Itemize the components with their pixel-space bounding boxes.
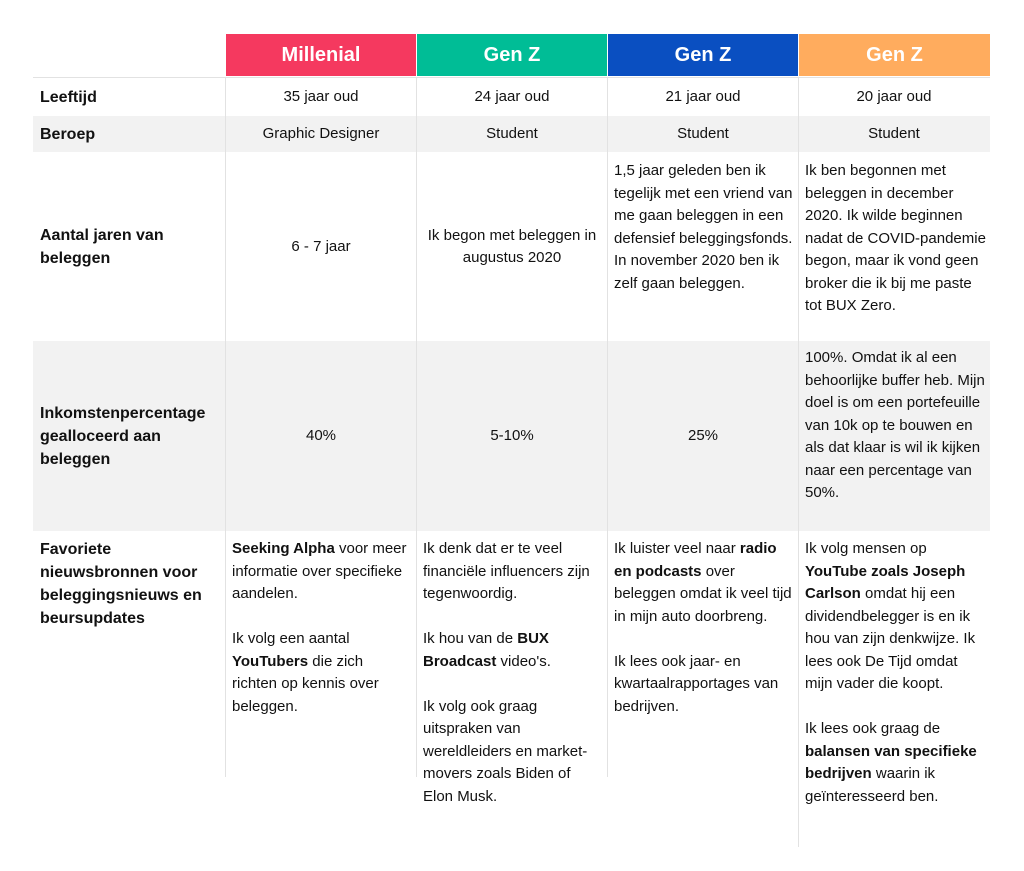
cell-income: 100%. Omdat ik al een behoorlijke buffer heb. Mijn doel is om een portefeuille van 10k op te bouwen en als dat klaar is wil ik kijken naar een percentage van 50%.: [805, 349, 985, 501]
cell-age: 20 jaar oud: [856, 88, 932, 105]
cell-news: Ik denk dat er te veel financiële influencers zijn tegenwoordig. Ik hou van de BUX Broadcast video's. Ik volg ook graag uitspraken van wereldleiders en market-movers zoals Biden of Elon Musk.: [423, 540, 590, 805]
cell-job: Graphic Designer: [262, 125, 380, 142]
cell-years: Ik begon met beleggen in augustus 2020: [427, 226, 597, 266]
header-gen-z-1: Gen Z: [417, 34, 607, 76]
cell-years: 6 - 7 jaar: [291, 237, 351, 255]
header-millenial: Millenial: [226, 34, 416, 76]
cell-job: Student: [486, 125, 538, 142]
header-gen-z-2: Gen Z: [608, 34, 798, 76]
cell-age: 21 jaar oud: [665, 88, 741, 105]
row-label-aantal-jaren: Aantal jaren van beleggen: [40, 226, 164, 267]
row-label-beroep: Beroep: [40, 125, 96, 143]
cell-news: Ik volg mensen op YouTube zoals Joseph Carlson omdat hij een dividendbelegger is en ik hou van zijn denkwijze. Ik lees ook De Tijd omdat mijn vader die koopt. Ik lees ook graag de balansen van specifieke bedrijven waarin ik geïnteresseerd ben.: [805, 540, 977, 805]
cell-age: 24 jaar oud: [474, 88, 550, 105]
row-label-leeftijd: Leeftijd: [40, 88, 97, 106]
cell-income: 5-10%: [490, 427, 534, 444]
row-label-nieuwsbronnen: Favoriete nieuwsbronnen voor beleggingsnieuws en beursupdates: [40, 541, 202, 627]
cell-income: 25%: [687, 427, 719, 444]
cell-news: Seeking Alpha voor meer informatie over specifieke aandelen. Ik volg een aantal YouTubers die zich richten op kennis over beleggen.: [232, 540, 407, 715]
cell-job: Student: [868, 125, 920, 142]
cell-years: 1,5 jaar geleden ben ik tegelijk met een vriend van me gaan beleggen in een defensief beleggingsfonds. In november 2020 ben ik zelf gaan beleggen.: [614, 162, 793, 292]
cell-job: Student: [677, 125, 729, 142]
header-gen-z-3: Gen Z: [799, 34, 990, 76]
cell-news: Ik luister veel naar radio en podcasts over beleggen omdat ik veel tijd in mijn auto doorbreng. Ik lees ook jaar- en kwartaalrapportages van bedrijven.: [614, 540, 792, 715]
cell-age: 35 jaar oud: [283, 88, 359, 105]
cell-income: 40%: [305, 427, 337, 444]
row-label-inkomsten: Inkomstenpercentage gealloceerd aan beleggen: [40, 404, 206, 468]
column-divider: [798, 77, 799, 847]
cell-years: Ik ben begonnen met beleggen in december 2020. Ik wilde beginnen nadat de COVID-pandemie begon, maar ik vond geen broker die ik bij me paste tot BUX Zero.: [805, 162, 986, 314]
